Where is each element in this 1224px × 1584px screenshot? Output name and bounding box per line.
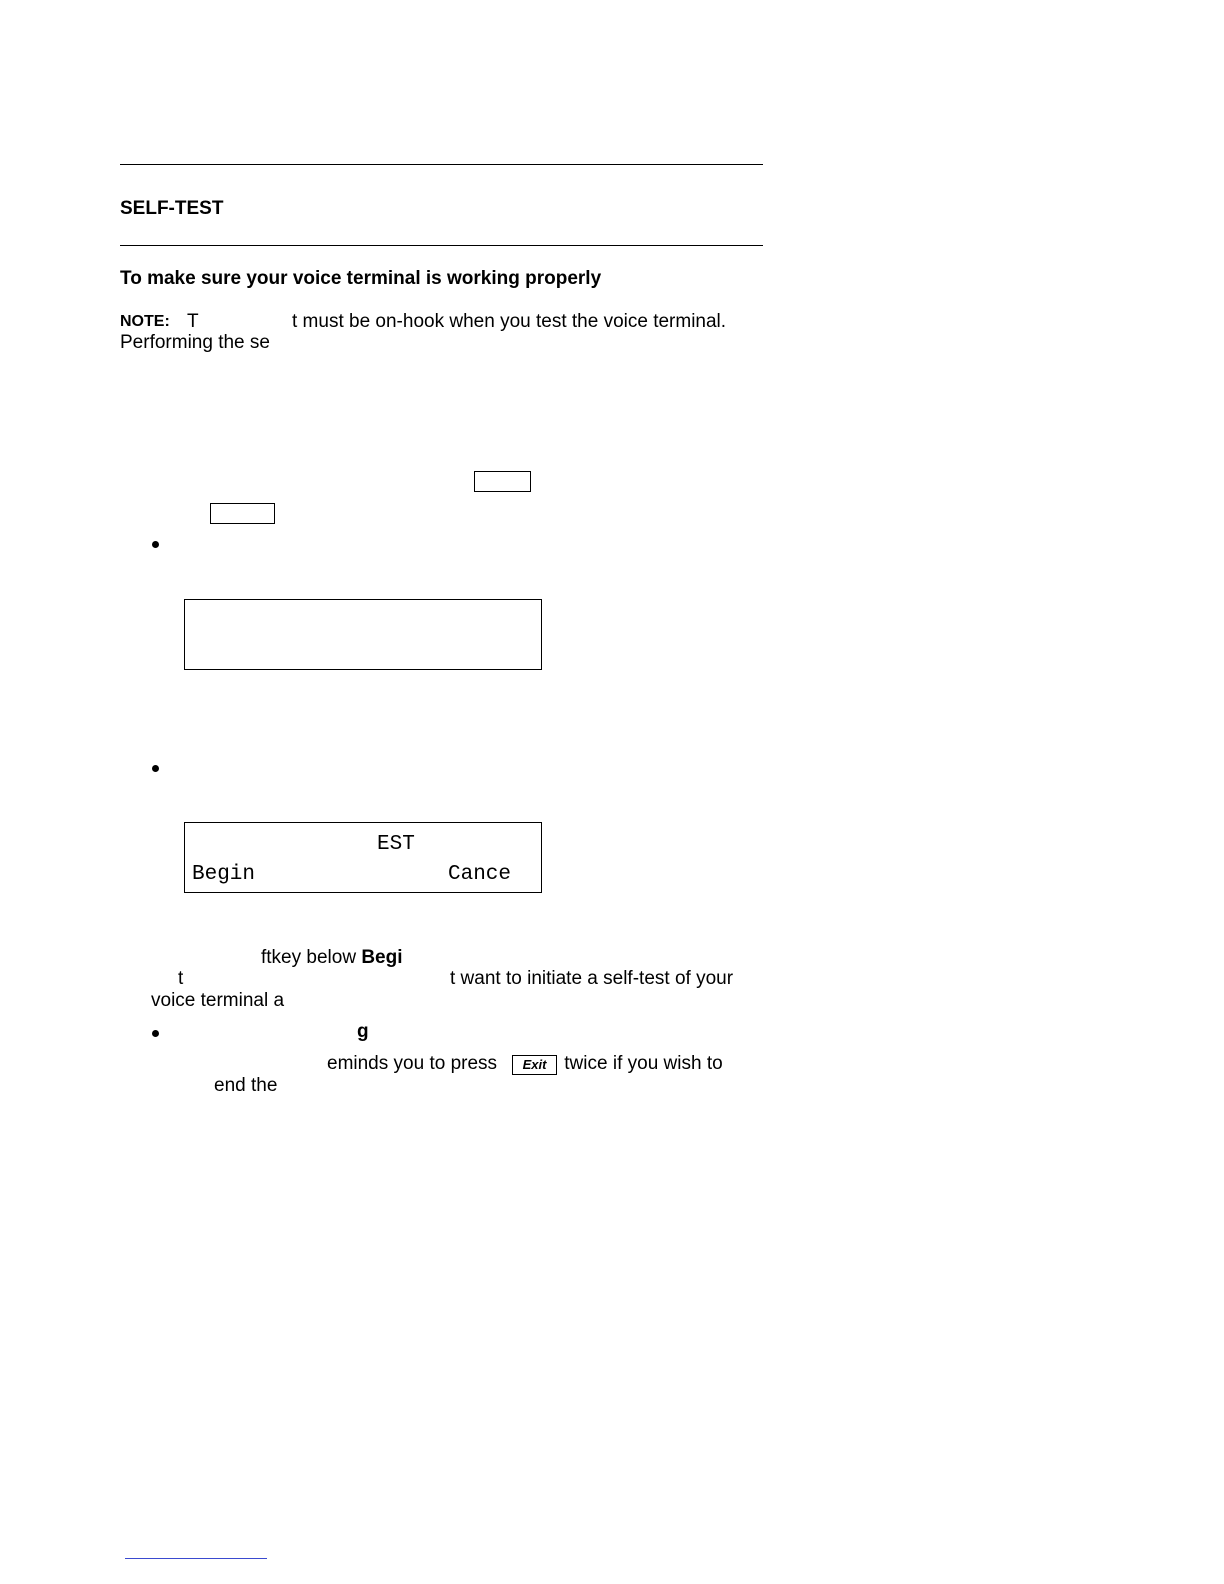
feature-key-box-2 [210, 503, 275, 524]
bullet-3 [152, 1030, 159, 1037]
feature-key-box-1 [474, 471, 531, 492]
step-begin-line2-end: t want to initiate a self-test of your [450, 968, 734, 989]
step-begin-text-before: ftkey below [261, 947, 362, 968]
note-line1-start: T [187, 311, 199, 332]
footer-line [125, 1558, 267, 1559]
step-begin-bold: Begi [361, 947, 403, 968]
softkey-cancel-label: Cance [448, 863, 512, 886]
top-rule [120, 164, 763, 165]
bullet-1 [152, 541, 159, 548]
display-screen-1 [184, 599, 542, 670]
title-rule [120, 245, 763, 246]
bullet3-line2-before: eminds you to press [327, 1053, 503, 1074]
note-label: NOTE: [120, 313, 170, 330]
display-title: EST [377, 833, 415, 856]
bullet3-bold: g [357, 1021, 369, 1042]
section-title: SELF-TEST [120, 198, 224, 219]
exit-key: Exit [512, 1055, 557, 1075]
bullet-2 [152, 765, 159, 772]
note-line1-end: t must be on-hook when you test the voice terminal. [292, 311, 727, 332]
step-begin-text [261, 947, 403, 969]
bullet3-line2-after: twice if you wish to [559, 1053, 723, 1074]
note-line2: Performing the se [120, 332, 270, 353]
step-begin-line2-start: t [178, 968, 184, 989]
bullet3-line3: end the [214, 1075, 278, 1096]
softkey-begin-label: Begin [192, 863, 256, 886]
section-subtitle: To make sure your voice terminal is working properly [120, 268, 602, 289]
display-screen-2 [184, 822, 542, 893]
step-begin-line3: voice terminal a [151, 990, 285, 1011]
